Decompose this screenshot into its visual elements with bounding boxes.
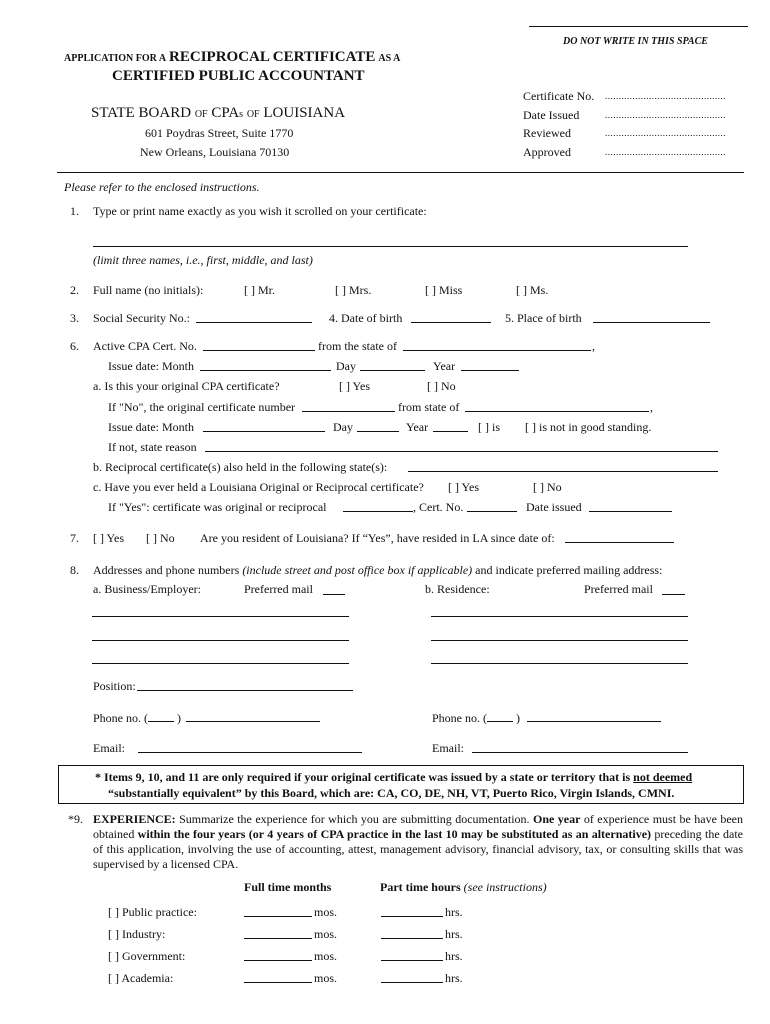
q6-year-field[interactable] bbox=[461, 370, 519, 371]
q9-paragraph: EXPERIENCE: Summarize the experience for which you are submitting documentation. One year of experience must be have been obtained within the four years (or 4 years of CPA practice in the last 10 may be substituted as an alternative) preceding the date of this application, involving the use of accounting, attest, management advisory, financial advisory, tax, or consulting skills that was supervised by a licensed CPA. bbox=[93, 812, 743, 871]
q1-number: 1. bbox=[70, 204, 79, 218]
board-name: STATE BOARD OF CPAs OF LOUISIANA bbox=[91, 105, 346, 121]
q6b-states-field[interactable] bbox=[408, 471, 718, 472]
q8a-position-field[interactable] bbox=[137, 690, 353, 691]
q4-label: 4. Date of birth bbox=[329, 311, 403, 325]
q8a-address-line1[interactable] bbox=[92, 616, 349, 617]
q9-government-months-field[interactable] bbox=[244, 960, 312, 961]
q9-industry-mos: mos. bbox=[314, 927, 338, 941]
q9-row-academia[interactable]: [ ] Academia: bbox=[108, 971, 174, 985]
q6c-orig-recip-field[interactable] bbox=[343, 511, 413, 512]
q1-text: Type or print name exactly as you wish it scrolled on your certificate: bbox=[93, 204, 427, 218]
q9-academia-mos: mos. bbox=[314, 971, 338, 985]
q9-public-practice-months-field[interactable] bbox=[244, 916, 312, 917]
office-approved-dots: ............................................ bbox=[605, 147, 726, 157]
q1-note: (limit three names, i.e., first, middle, and last) bbox=[93, 253, 313, 267]
q9-public-practice-mos: mos. bbox=[314, 905, 338, 919]
q8a-address-line2[interactable] bbox=[92, 640, 349, 641]
q9-government-hrs: hrs. bbox=[445, 949, 463, 963]
q9-full-time-header: Full time months bbox=[244, 880, 332, 894]
q6a-state-field[interactable] bbox=[465, 411, 649, 412]
q9-industry-hours-field[interactable] bbox=[381, 938, 443, 939]
q9-academia-hours-field[interactable] bbox=[381, 982, 443, 983]
q6-comma: , bbox=[592, 339, 595, 353]
q6a-is-not-checkbox[interactable]: [ ] is not in good standing. bbox=[525, 420, 652, 434]
q7-number: 7. bbox=[70, 531, 79, 545]
q8a-area-code-field[interactable] bbox=[148, 710, 174, 722]
notice-line1: * Items 9, 10, and 11 are only required if your original certificate was issued by a state or territory that is not deemed bbox=[95, 770, 693, 784]
q9-academia-hrs: hrs. bbox=[445, 971, 463, 985]
q9-government-hours-field[interactable] bbox=[381, 960, 443, 961]
q7-yes-checkbox[interactable]: [ ] Yes bbox=[93, 531, 125, 545]
q6-issue-month-label: Issue date: Month bbox=[108, 359, 194, 373]
q8a-preferred-label: Preferred mail bbox=[244, 582, 313, 596]
q9-row-industry[interactable]: [ ] Industry: bbox=[108, 927, 166, 941]
office-reviewed-dots: ............................................ bbox=[605, 128, 726, 138]
q8a-address-line3[interactable] bbox=[92, 663, 349, 664]
q8b-preferred-field[interactable] bbox=[662, 594, 685, 595]
q6-number: 6. bbox=[70, 339, 79, 353]
q6-cert-no-field[interactable] bbox=[203, 350, 315, 351]
q2-number: 2. bbox=[70, 283, 79, 297]
q2-mr-checkbox[interactable]: [ ] Mr. bbox=[244, 283, 275, 297]
q6-day-label: Day bbox=[336, 359, 356, 373]
q6a-day-label: Day bbox=[333, 420, 353, 434]
q2-ms-checkbox[interactable]: [ ] Ms. bbox=[516, 283, 549, 297]
q6-active-label: Active CPA Cert. No. bbox=[93, 339, 197, 353]
office-approved-label: Approved bbox=[523, 145, 571, 159]
q8b-label: b. Residence: bbox=[425, 582, 490, 596]
q5-label: 5. Place of birth bbox=[505, 311, 582, 325]
q1-name-field[interactable] bbox=[93, 246, 688, 247]
q6a-no-checkbox[interactable]: [ ] No bbox=[427, 379, 456, 393]
q6c-cert-no-label: , Cert. No. bbox=[413, 500, 464, 514]
q5-pob-field[interactable] bbox=[593, 322, 710, 323]
q6a-if-no-label: If "No", the original certificate number bbox=[108, 400, 296, 414]
q6a-year-field[interactable] bbox=[433, 431, 468, 432]
office-date-issued-label: Date Issued bbox=[523, 108, 580, 122]
notice-line2: “substantially equivalent” by this Board, which are: CA, CO, DE, NH, VT, Puerto Rico, Virgin Islands, CMNI. bbox=[108, 786, 675, 800]
q9-industry-hrs: hrs. bbox=[445, 927, 463, 941]
q3-ssn-field[interactable] bbox=[196, 322, 312, 323]
q2-miss-checkbox[interactable]: [ ] Miss bbox=[425, 283, 463, 297]
q8b-email-field[interactable] bbox=[472, 752, 688, 753]
q8a-email-field[interactable] bbox=[138, 752, 362, 753]
application-subtitle: CERTIFIED PUBLIC ACCOUNTANT bbox=[112, 68, 365, 84]
q6a-yes-checkbox[interactable]: [ ] Yes bbox=[339, 379, 371, 393]
q6-state-field[interactable] bbox=[403, 350, 591, 351]
q8a-email-label: Email: bbox=[93, 741, 125, 755]
q6a-orig-cert-field[interactable] bbox=[302, 411, 395, 412]
q8-text: Addresses and phone numbers (include street and post office box if applicable) and indicate preferred mailing address: bbox=[93, 563, 663, 577]
q6a-issue-month-label: Issue date: Month bbox=[108, 420, 194, 434]
q2-mrs-checkbox[interactable]: [ ] Mrs. bbox=[335, 283, 372, 297]
q8b-phone-label: Phone no. ( ) bbox=[432, 711, 520, 725]
q8b-address-line1[interactable] bbox=[431, 616, 688, 617]
q8a-phone-label: Phone no. ( ) bbox=[93, 711, 181, 725]
q9-number: *9. bbox=[68, 812, 83, 826]
q6c-label: c. Have you ever held a Louisiana Original or Reciprocal certificate? bbox=[93, 480, 424, 494]
q8b-phone-field[interactable] bbox=[527, 721, 661, 722]
office-date-issued-dots: ............................................ bbox=[605, 110, 726, 120]
q9-row-government[interactable]: [ ] Government: bbox=[108, 949, 186, 963]
q6c-date-issued-label: Date issued bbox=[526, 500, 582, 514]
q8a-position-label: Position: bbox=[93, 679, 136, 693]
q4-dob-field[interactable] bbox=[411, 322, 491, 323]
q6-issue-month-field[interactable] bbox=[200, 370, 331, 371]
q9-academia-months-field[interactable] bbox=[244, 982, 312, 983]
q8a-phone-field[interactable] bbox=[186, 721, 320, 722]
q6c-if-yes-label: If "Yes": certificate was original or reciprocal bbox=[108, 500, 327, 514]
q7-no-checkbox[interactable]: [ ] No bbox=[146, 531, 175, 545]
q6-year-label: Year bbox=[433, 359, 456, 373]
q6c-cert-no-field[interactable] bbox=[467, 511, 517, 512]
q6a-reason-field[interactable] bbox=[205, 451, 718, 452]
q8b-email-label: Email: bbox=[432, 741, 464, 755]
q8b-area-code-field[interactable] bbox=[487, 710, 513, 722]
q9-public-practice-hrs: hrs. bbox=[445, 905, 463, 919]
q8b-address-line2[interactable] bbox=[431, 640, 688, 641]
q9-part-time-header: Part time hours (see instructions) bbox=[380, 880, 547, 894]
q8-number: 8. bbox=[70, 563, 79, 577]
q8a-label: a. Business/Employer: bbox=[93, 582, 201, 596]
q6b-label: b. Reciprocal certificate(s) also held in the following state(s): bbox=[93, 460, 388, 474]
office-cert-no-dots: ............................................ bbox=[605, 91, 726, 101]
q8b-address-line3[interactable] bbox=[431, 663, 688, 664]
instructions-note: Please refer to the enclosed instructions. bbox=[64, 180, 260, 194]
q6a-from-state-label: from state of bbox=[398, 400, 460, 414]
q9-industry-months-field[interactable] bbox=[244, 938, 312, 939]
q6c-yes-checkbox[interactable]: [ ] Yes bbox=[448, 480, 480, 494]
q9-public-practice-hours-field[interactable] bbox=[381, 916, 443, 917]
q6a-issue-month-field[interactable] bbox=[203, 431, 325, 432]
q6a-if-not-label: If not, state reason bbox=[108, 440, 197, 454]
q6a-comma: , bbox=[650, 400, 653, 414]
q3-number: 3. bbox=[70, 311, 79, 325]
q7-text: Are you resident of Louisiana? If “Yes”, have resided in LA since date of: bbox=[200, 531, 555, 545]
q6a-year-label: Year bbox=[406, 420, 429, 434]
q9-government-mos: mos. bbox=[314, 949, 338, 963]
application-title: APPLICATION FOR A RECIPROCAL CERTIFICATE AS A bbox=[64, 49, 401, 65]
board-address-line2: New Orleans, Louisiana 70130 bbox=[140, 145, 290, 159]
q9-row-public-practice[interactable]: [ ] Public practice: bbox=[108, 905, 197, 919]
q6-day-field[interactable] bbox=[360, 370, 425, 371]
q6c-date-issued-field[interactable] bbox=[589, 511, 672, 512]
board-address-line1: 601 Poydras Street, Suite 1770 bbox=[145, 126, 294, 140]
q6a-is-checkbox[interactable]: [ ] is bbox=[478, 420, 500, 434]
q6c-no-checkbox[interactable]: [ ] No bbox=[533, 480, 562, 494]
q8a-preferred-field[interactable] bbox=[323, 594, 345, 595]
q2-label: Full name (no initials): bbox=[93, 283, 204, 297]
q6a-label: a. Is this your original CPA certificate? bbox=[93, 379, 280, 393]
office-reviewed-label: Reviewed bbox=[523, 126, 571, 140]
top-rule bbox=[529, 26, 748, 27]
q6-from-state-label: from the state of bbox=[318, 339, 397, 353]
do-not-write-label: DO NOT WRITE IN THIS SPACE bbox=[563, 36, 708, 47]
q3-label: Social Security No.: bbox=[93, 311, 190, 325]
q6a-day-field[interactable] bbox=[357, 431, 399, 432]
q7-since-date-field[interactable] bbox=[565, 542, 674, 543]
office-cert-no-label: Certificate No. bbox=[523, 89, 595, 103]
q8b-preferred-label: Preferred mail bbox=[584, 582, 653, 596]
header-divider bbox=[57, 172, 744, 173]
